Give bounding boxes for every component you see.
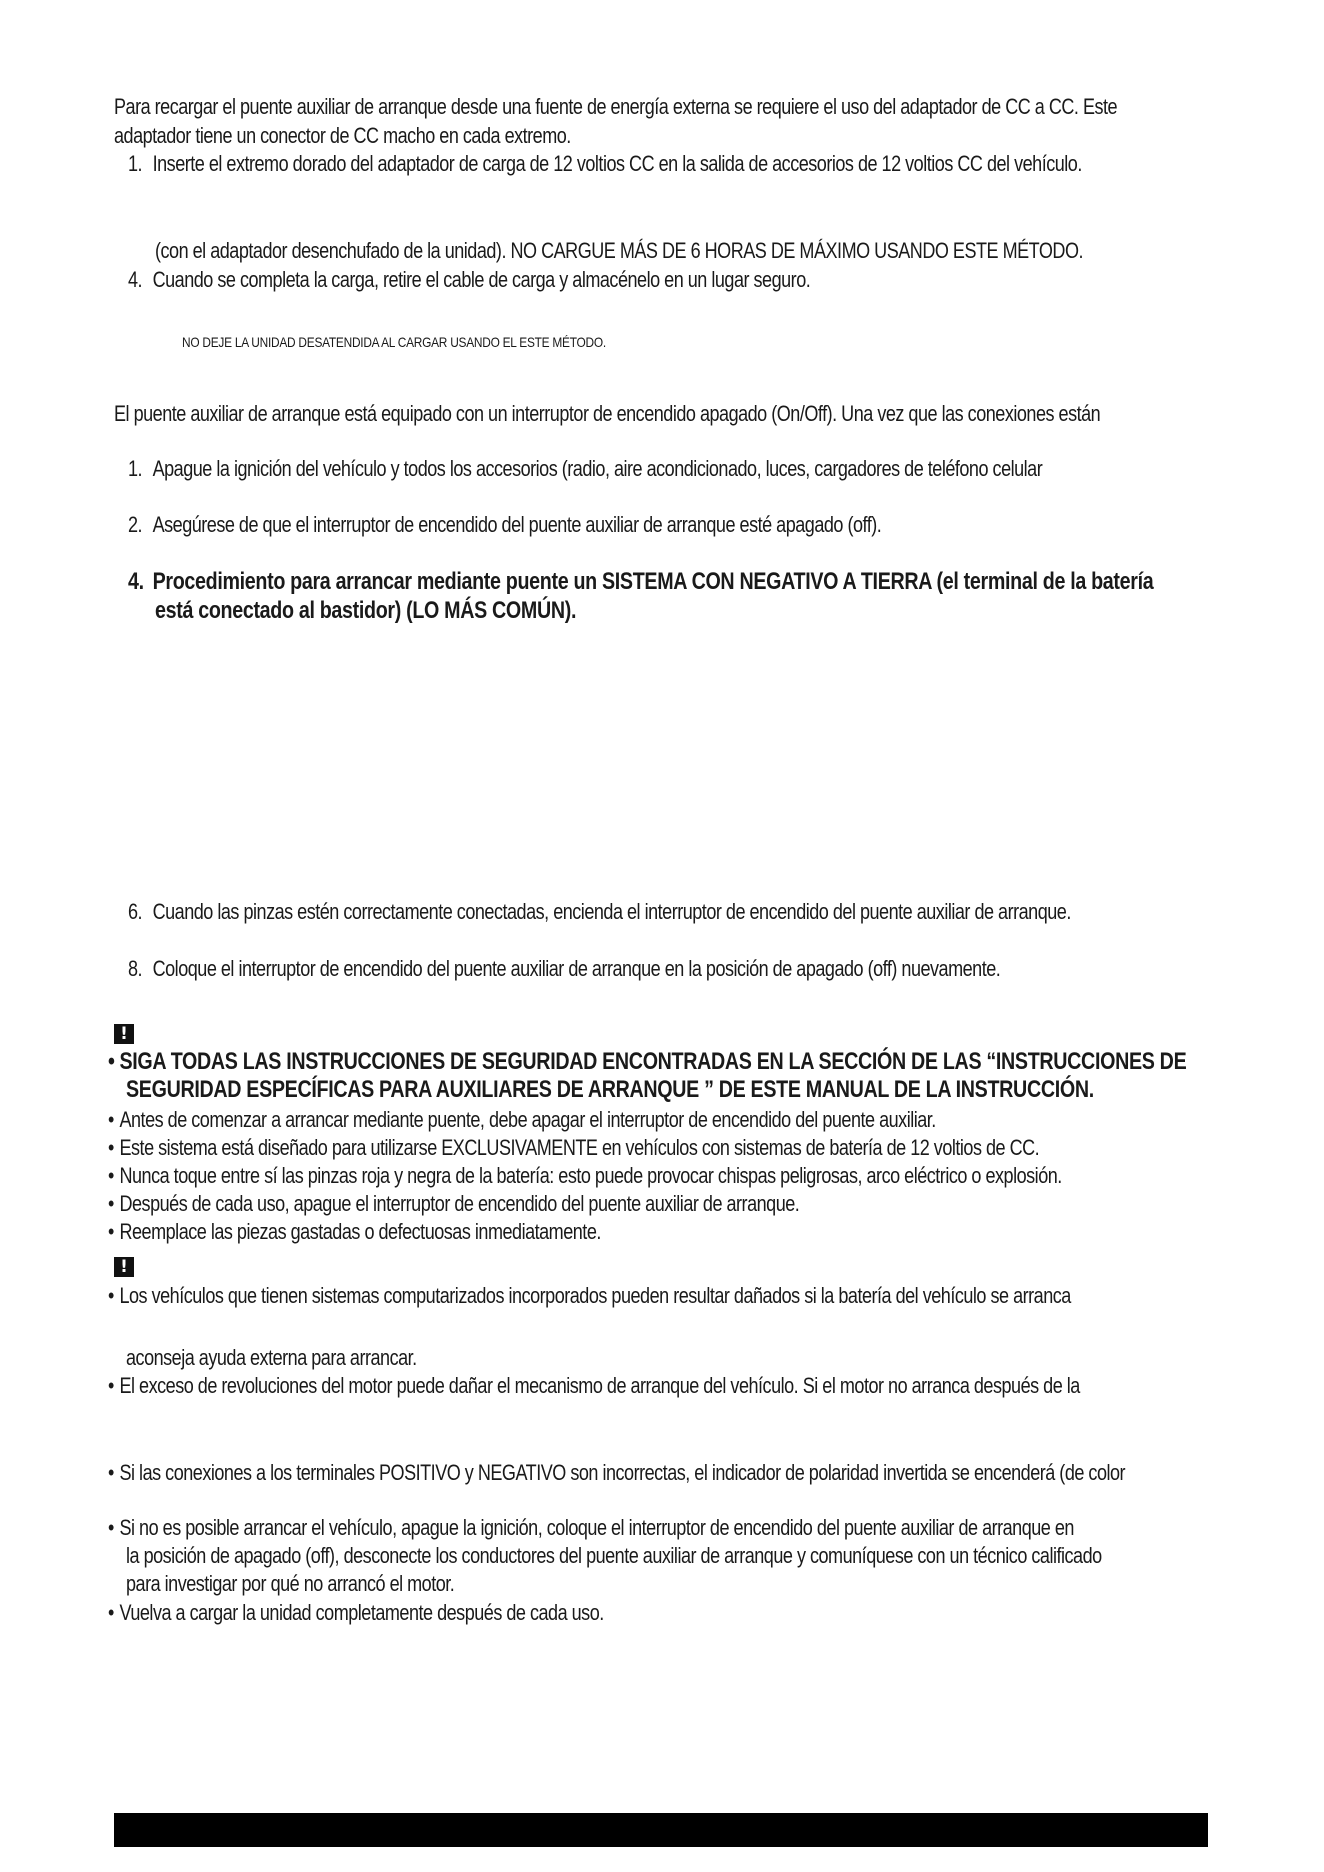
bullet: • bbox=[108, 1283, 114, 1308]
bullet: • bbox=[108, 1048, 115, 1075]
bullet-text: Vuelva a cargar la unidad completamente después de cada uso. bbox=[119, 1600, 604, 1625]
step-number: 1. bbox=[128, 456, 143, 481]
recharge-note: NO DEJE LA UNIDAD DESATENDIDA AL CARGAR USANDO EL ESTE MÉTODO. bbox=[182, 334, 606, 350]
warning2-item3 bbox=[108, 1460, 1125, 1486]
step-number: 8. bbox=[128, 956, 143, 981]
recharge-intro-line1: Para recargar el puente auxiliar de arranque desde una fuente de energía externa se requiere el uso del adaptador de CC a CC. Este bbox=[114, 94, 1118, 119]
warning1-item bbox=[108, 1107, 936, 1133]
recharge-step-1 bbox=[128, 151, 1082, 177]
bullet-text: Si las conexiones a los terminales POSITIVO y NEGATIVO son incorrectas, el indicador de polaridad invertida se encenderá (de color bbox=[119, 1460, 1126, 1485]
step-number: 2. bbox=[128, 512, 143, 537]
bullet: • bbox=[108, 1107, 114, 1132]
bullet-text: Los vehículos que tienen sistemas computarizados incorporados pueden resultar dañados si la batería del vehículo se arranca bbox=[119, 1283, 1071, 1308]
recharge-step-continuation: (con el adaptador desenchufado de la unidad). NO CARGUE MÁS DE 6 HORAS DE MÁXIMO USANDO ESTE MÉTODO. bbox=[155, 238, 1084, 263]
footer-bar bbox=[114, 1813, 1208, 1847]
warning2-item4-line3: para investigar por qué no arrancó el motor. bbox=[126, 1571, 455, 1596]
step-number: 1. bbox=[128, 151, 143, 176]
jumpstart-step-4 bbox=[128, 569, 1153, 595]
warning1-item bbox=[108, 1163, 1062, 1189]
jumpstart-step-4-line2: está conectado al bastidor) (LO MÁS COMÚN). bbox=[155, 597, 577, 624]
step-number: 4. bbox=[128, 267, 143, 292]
jumpstart-intro: El puente auxiliar de arranque está equipado con un interruptor de encendido apagado (On/Off). Una vez que las conexiones están bbox=[114, 401, 1101, 426]
bullet: • bbox=[108, 1515, 114, 1540]
jumpstart-step-1 bbox=[128, 456, 1042, 482]
step-text: Apague la ignición del vehículo y todos los accesorios (radio, aire acondicionado, luces, cargadores de teléfono celular bbox=[152, 456, 1043, 481]
step-number: 4. bbox=[128, 568, 144, 595]
jumpstart-step-6 bbox=[128, 899, 1071, 925]
step-text: Procedimiento para arrancar mediante puente un SISTEMA CON NEGATIVO A TIERRA (el terminal de la batería bbox=[152, 568, 1154, 595]
bullet-text: Este sistema está diseñado para utilizarse EXCLUSIVAMENTE en vehículos con sistemas de batería de 12 voltios de CC. bbox=[119, 1135, 1040, 1160]
bullet: • bbox=[108, 1163, 114, 1188]
recharge-intro-line2: adaptador tiene un conector de CC macho en cada extremo. bbox=[114, 123, 571, 148]
warning2-item1-line2: aconseja ayuda externa para arrancar. bbox=[126, 1345, 417, 1370]
bullet-text: SIGA TODAS LAS INSTRUCCIONES DE SEGURIDAD ENCONTRADAS EN LA SECCIÓN DE LAS “INSTRUCCIONES DE bbox=[119, 1048, 1187, 1075]
warning1-item bbox=[108, 1219, 601, 1245]
jumpstart-step-8 bbox=[128, 956, 1000, 982]
step-text: Cuando las pinzas estén correctamente conectadas, encienda el interruptor de encendido del puente auxiliar de arranque. bbox=[152, 899, 1071, 924]
warning-icon: ! bbox=[114, 1024, 134, 1044]
warning-icon: ! bbox=[114, 1257, 134, 1277]
warning2-item5 bbox=[108, 1600, 604, 1626]
bullet-text: El exceso de revoluciones del motor puede dañar el mecanismo de arranque del vehículo. Si el motor no arranca después de la bbox=[119, 1373, 1080, 1398]
step-number: 6. bbox=[128, 899, 143, 924]
step-text: Coloque el interruptor de encendido del puente auxiliar de arranque en la posición de apagado (off) nuevamente. bbox=[152, 956, 1001, 981]
bullet-text: Después de cada uso, apague el interruptor de encendido del puente auxiliar de arranque. bbox=[119, 1191, 800, 1216]
step-text: Asegúrese de que el interruptor de encendido del puente auxiliar de arranque esté apagado (off). bbox=[152, 512, 882, 537]
warning1-item bbox=[108, 1135, 1039, 1161]
warning1-item bbox=[108, 1191, 799, 1217]
bullet: • bbox=[108, 1600, 114, 1625]
warning2-item4 bbox=[108, 1515, 1074, 1541]
bullet: • bbox=[108, 1373, 114, 1398]
bullet-text: Reemplace las piezas gastadas o defectuosas inmediatamente. bbox=[119, 1219, 601, 1244]
step-text: Cuando se completa la carga, retire el cable de carga y almacénelo en un lugar seguro. bbox=[152, 267, 811, 292]
bullet: • bbox=[108, 1219, 114, 1244]
recharge-step-4 bbox=[128, 267, 810, 293]
bullet: • bbox=[108, 1460, 114, 1485]
warning2-item4-line2: la posición de apagado (off), desconecte los conductores del puente auxiliar de arranque y comuníquese con un técnico calificado bbox=[126, 1543, 1102, 1568]
step-text: Inserte el extremo dorado del adaptador de carga de 12 voltios CC en la salida de accesorios de 12 voltios CC del vehículo. bbox=[152, 151, 1082, 176]
jumpstart-step-2 bbox=[128, 512, 881, 538]
warning2-item1 bbox=[108, 1283, 1071, 1309]
bullet-text: Nunca toque entre sí las pinzas roja y negra de la batería: esto puede provocar chispas peligrosas, arco eléctrico o explosión. bbox=[119, 1163, 1062, 1188]
bullet-text: Antes de comenzar a arrancar mediante puente, debe apagar el interruptor de encendido del puente auxiliar. bbox=[119, 1107, 936, 1132]
bullet-text: Si no es posible arrancar el vehículo, apague la ignición, coloque el interruptor de encendido del puente auxiliar de arranque en bbox=[119, 1515, 1074, 1540]
warning1-bold-line1 bbox=[108, 1049, 1186, 1075]
bullet: • bbox=[108, 1191, 114, 1216]
bullet: • bbox=[108, 1135, 114, 1160]
warning2-item2 bbox=[108, 1373, 1080, 1399]
warning1-bold-line2: SEGURIDAD ESPECÍFICAS PARA AUXILIARES DE ARRANQUE ” DE ESTE MANUAL DE LA INSTRUCCIÓN. bbox=[126, 1076, 1094, 1103]
